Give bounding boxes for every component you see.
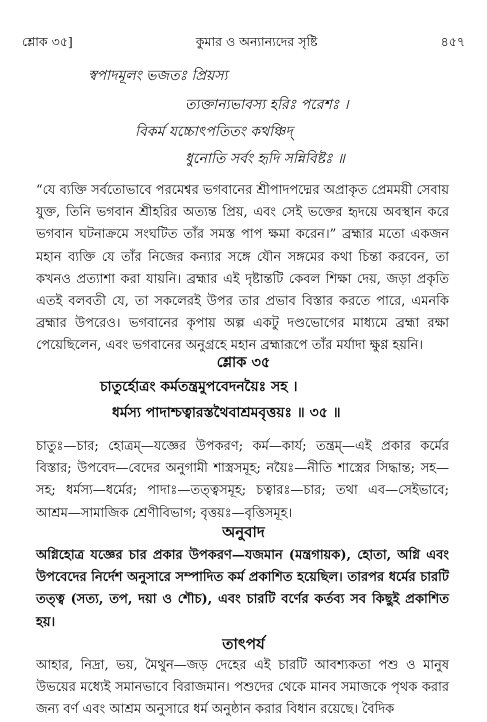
synonyms-paragraph: চাতুঃ—চার; হোত্রম্—যজ্ঞের উপকরণ; কর্ম—কার্য; তন্ত্রম্—এই প্রকার কর্মের বিস্তার; উপবেদ—বেদের অনুগামী শাস্ত্রসমূহ; নয়ৈঃ—নীতি শাস্ত্রের সিদ্ধান্ত; সহ—সহ; ধর্মস্য—ধর্মের; পাদাঃ—তত্ত্বসমূহ; চত্বারঃ—চার; তথা এব—সেইভাবে; আশ্রম—সামাজিক শ্রেণীবিভাগ; বৃত্তয়ঃ—বৃত্তিসমূহ। [36, 439, 449, 521]
translation-paragraph: অগ্নিহোত্র যজ্ঞের চার প্রকার উপকরণ—যজমান (মন্ত্রগায়ক), হোতা, অগ্নি এবং উপবেদের নির্দেশ অনুসারে সম্পাদিত কর্ম প্রকাশিত হয়েছিল। তারপর ধর্মের চারটি তত্ত্ব (সত্য, তপ, দয়া ও শৌচ), এবং চারটি বর্ণের কর্তব্য সব কিছুই প্রকাশিত হয়। [36, 548, 449, 630]
sanskrit-verse-line: ধর্মস্য পাদাশ্চত্বারস্তথৈবাশ্রমবৃত্তয়ঃ ॥ ৩৫ ॥ [112, 405, 341, 421]
header-verse-ref: শ্লোক ৩৫] [22, 34, 73, 49]
quoted-verse-line: বিকর্ম যচ্চোৎপতিতং কথঞ্চিদ্ [135, 124, 293, 140]
purport-title: তাৎপর্য [222, 635, 265, 653]
sanskrit-verse-line: চাতুর্হোত্রং কর্মতন্ত্রমুপবেদনয়ৈঃ সহ । [100, 379, 298, 395]
purport-paragraph: আহার, নিদ্রা, ভয়, মৈথুন—জড় দেহের এই চারটি আবশ্যকতা পশু ও মানুষ উভয়ের মধ্যেই সমানভাবে বিরাজমান। পশুদের থেকে মানব সমাজকে পৃথক করার জন্য বর্ণ এবং আশ্রম অনুসারে ধর্ম অনুষ্ঠান করার বিধান রয়েছে। বৈদিক [36, 658, 449, 718]
commentary-paragraph: “যে ব্যক্তি সর্বতোভাবে পরমেশ্বর ভগবানের শ্রীপাদপদ্মের অপ্রাকৃত প্রেমময়ী সেবায় যুক্ত, তিনি ভগবান শ্রীহরির অত্যন্ত প্রিয়, এবং সেই ভক্তের হৃদয়ে অবস্থান করে ভগবান ঘটনাক্রমে সংঘটিত তাঁর সমস্ত পাপ ক্ষমা করেন।” ব্রহ্মার মতো একজন মহান ব্যক্তি যে তাঁর নিজের কন্যার সঙ্গে যৌন সঙ্গমের কথা চিন্তা করবেন, তা কখনও প্রত্যাশা করা যায়নি। ব্রহ্মার এই দৃষ্টান্তটি কেবল শিক্ষা দেয়, জড়া প্রকৃতি এতই বলবতী যে, তা সকলেরই উপর তার প্রভাব বিস্তার করতে পারে, এমনকি ব্রহ্মার উপরেও। ভগবানের কৃপায় অল্প একটু দণ্ডভোগের মাধ্যমে ব্রহ্মা রক্ষা পেয়েছিলেন, এবং ভগবানের অনুগ্রহে মহান ব্রহ্মারূপে তাঁর মর্যাদা ক্ষুণ্ণ হয়নি। [36, 183, 449, 354]
quoted-verse-line: স্বপাদমূলং ভজতঃ প্রিয়স্য [88, 68, 228, 84]
verse-heading: শ্লোক ৩৫ [216, 354, 271, 371]
quoted-verse-line: ধুনোতি সর্বং হৃদি সন্নিবিষ্টঃ ॥ [185, 151, 345, 167]
translation-title: অনুবাদ [222, 523, 265, 541]
running-header [22, 34, 465, 54]
header-chapter-title: কুমার ও অন্যান্যদের সৃষ্টি [195, 34, 318, 49]
page-number: ৪৫৭ [440, 34, 465, 49]
quoted-verse-line: ত্যক্তান্যভাবস্য হরিঃ পরেশঃ । [185, 97, 349, 113]
